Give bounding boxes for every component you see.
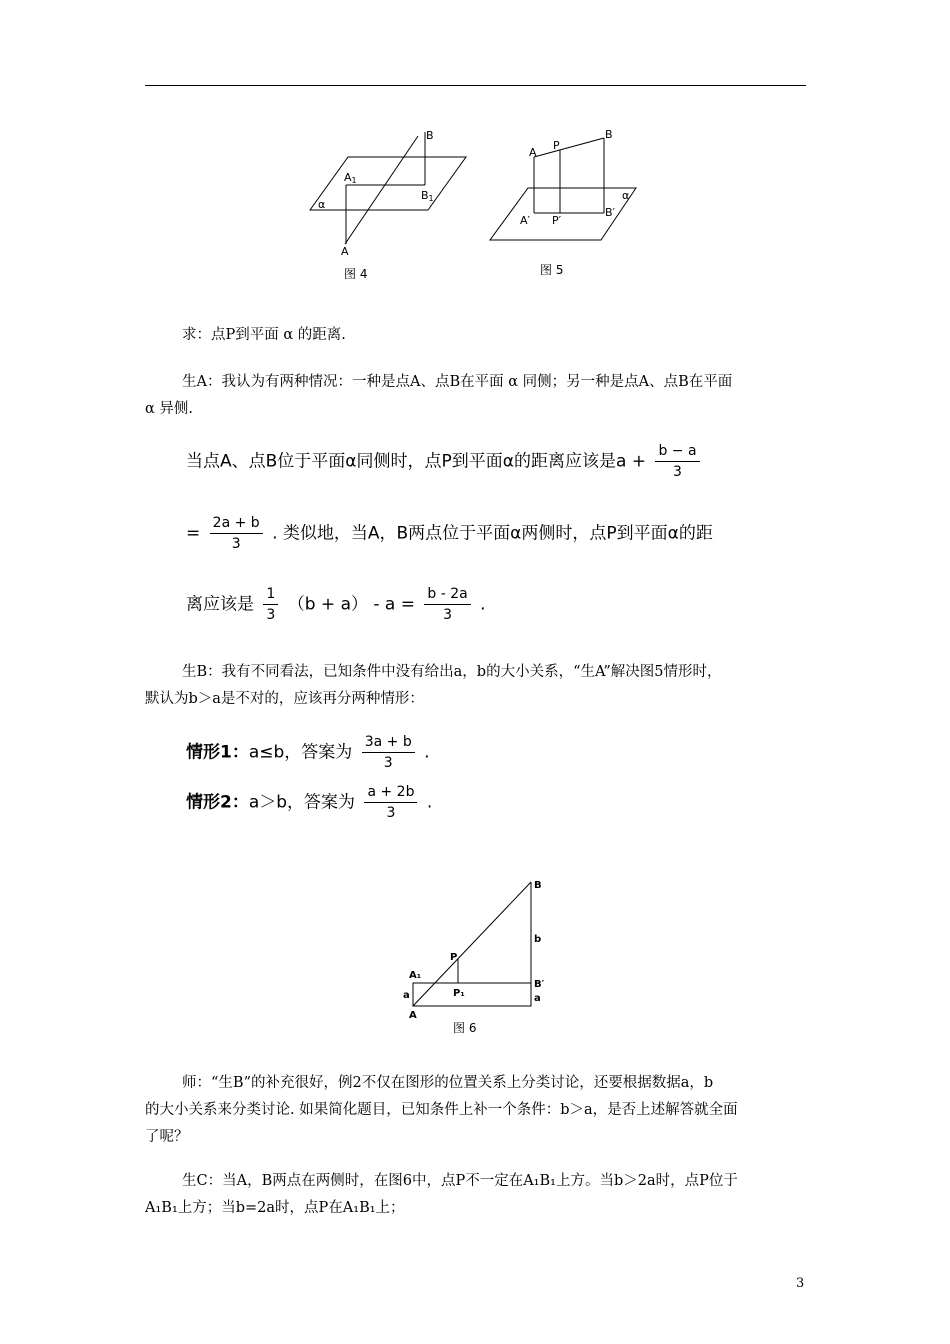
formula-2-suffix: . 类似地，当A，B两点位于平面α两侧时，点P到平面α的距: [272, 523, 713, 544]
fig4-caption: 图 4: [344, 267, 368, 281]
fraction-a-plus-2b-over-3: [364, 784, 417, 821]
fig5-label-alpha: α: [622, 189, 630, 202]
fraction-denominator: 3: [383, 755, 393, 772]
fraction-numerator: 2a + b: [210, 515, 263, 534]
teacher-line-3: 了呢？: [145, 1129, 189, 1145]
formula-line-1: [186, 443, 704, 480]
fraction-3a-plus-b-over-3: [362, 734, 415, 771]
student-c-line-1: 生C：当A，B两点在两侧时，在图6中，点P不一定在A₁B₁上方。当b＞2a时，点P位于: [182, 1173, 738, 1189]
fig5-label-B: B: [605, 128, 613, 141]
fig6-label-A1: A₁: [409, 970, 422, 981]
fig5-label-P-prime: P′: [552, 214, 562, 227]
fraction-2a-plus-b-over-3: [210, 515, 263, 552]
fig6-label-a-left: a: [403, 990, 410, 1001]
fig6-segment-AB: [413, 882, 531, 1006]
fig6-label-b: b: [534, 934, 542, 945]
student-b-line-1: 生B：我有不同看法，已知条件中没有给出a，b的大小关系，“生A”解决图5情形时，: [182, 664, 722, 680]
figure-4: [300, 120, 480, 285]
fraction-numerator: b − a: [655, 443, 699, 462]
student-a-line-2: α 异侧.: [145, 401, 194, 417]
fraction-b-minus-2a-over-3: [424, 586, 470, 623]
fig5-label-B-prime: B′: [605, 206, 616, 219]
case-2-suffix: .: [426, 792, 433, 813]
fig6-label-P1: P₁: [453, 988, 465, 999]
figure-5: [480, 120, 650, 285]
fraction-numerator: a + 2b: [364, 784, 417, 803]
fig4-label-A1: A1: [344, 171, 357, 185]
fig6-label-a-right: a: [534, 993, 541, 1004]
fraction-1-over-3: [263, 586, 278, 623]
case-2: [186, 784, 432, 821]
fig6-caption: 图 6: [453, 1021, 477, 1035]
fig6-label-A: A: [409, 1010, 417, 1021]
fraction-numerator: b - 2a: [424, 586, 470, 605]
fraction-denominator: 3: [231, 536, 241, 553]
case-2-label: 情形2：: [186, 792, 249, 813]
question-text: 求：点P到平面 α 的距离.: [182, 327, 346, 343]
student-b-line-2: 默认为b＞a是不对的，应该再分两种情形：: [145, 691, 424, 707]
fig4-plane: [310, 157, 466, 210]
teacher-line-1: 师：“生B”的补充很好，例2不仅在图形的位置关系上分类讨论，还要根据数据a，b: [182, 1075, 714, 1091]
formula-line-3: [186, 586, 486, 623]
fraction-b-minus-a-over-3: [655, 443, 699, 480]
fig6-label-B: B: [534, 880, 542, 891]
fraction-denominator: 3: [386, 805, 396, 822]
fig6-label-B-prime: B′: [534, 979, 545, 990]
fig6-label-P: P: [450, 952, 458, 963]
page-number: 3: [796, 1276, 805, 1291]
case-1-label: 情形1：: [186, 742, 249, 763]
fraction-denominator: 3: [266, 607, 276, 624]
fig4-label-B1: B1: [421, 189, 434, 203]
formula-2-prefix: =: [186, 523, 201, 544]
fig6-rectangle: [413, 983, 531, 1006]
fig5-caption: 图 5: [540, 263, 564, 277]
formula-line-2: [186, 515, 713, 552]
formula-1-prefix: 当点A、点B位于平面α同侧时，点P到平面α的距离应该是a +: [186, 451, 647, 472]
header-rule: [145, 85, 806, 86]
fraction-denominator: 3: [673, 464, 682, 481]
formula-3-prefix: 离应该是: [186, 594, 254, 615]
fraction-denominator: 3: [443, 607, 453, 624]
fig5-label-A-prime: A′: [520, 214, 531, 227]
fig5-label-P: P: [553, 139, 560, 152]
figure-6: [395, 870, 560, 1040]
fig4-label-B: B: [426, 129, 434, 142]
fraction-numerator: 3a + b: [362, 734, 415, 753]
case-1: [186, 734, 430, 771]
formula-3-suffix: .: [480, 594, 486, 615]
formula-3-middle: （b + a） - a =: [287, 594, 416, 615]
teacher-line-2: 的大小关系来分类讨论. 如果简化题目，已知条件上补一个条件：b＞a，是否上述解答就全面: [145, 1102, 738, 1118]
student-a-line-1: 生A：我认为有两种情况：一种是点A、点B在平面 α 同侧；另一种是点A、点B在平面: [182, 374, 733, 390]
fraction-numerator: 1: [263, 586, 278, 605]
fig4-segment-AB: [345, 136, 418, 244]
case-2-text: a＞b，答案为: [248, 792, 356, 813]
fig4-label-A: A: [341, 245, 349, 258]
fig5-segment-AB: [534, 138, 604, 157]
fig5-label-A: A: [529, 146, 537, 159]
case-1-text: a≤b，答案为: [248, 742, 353, 763]
fig4-label-alpha: α: [318, 198, 326, 211]
student-c-line-2: A₁B₁上方；当b=2a时，点P在A₁B₁上；: [145, 1200, 405, 1216]
case-1-suffix: .: [424, 742, 430, 763]
